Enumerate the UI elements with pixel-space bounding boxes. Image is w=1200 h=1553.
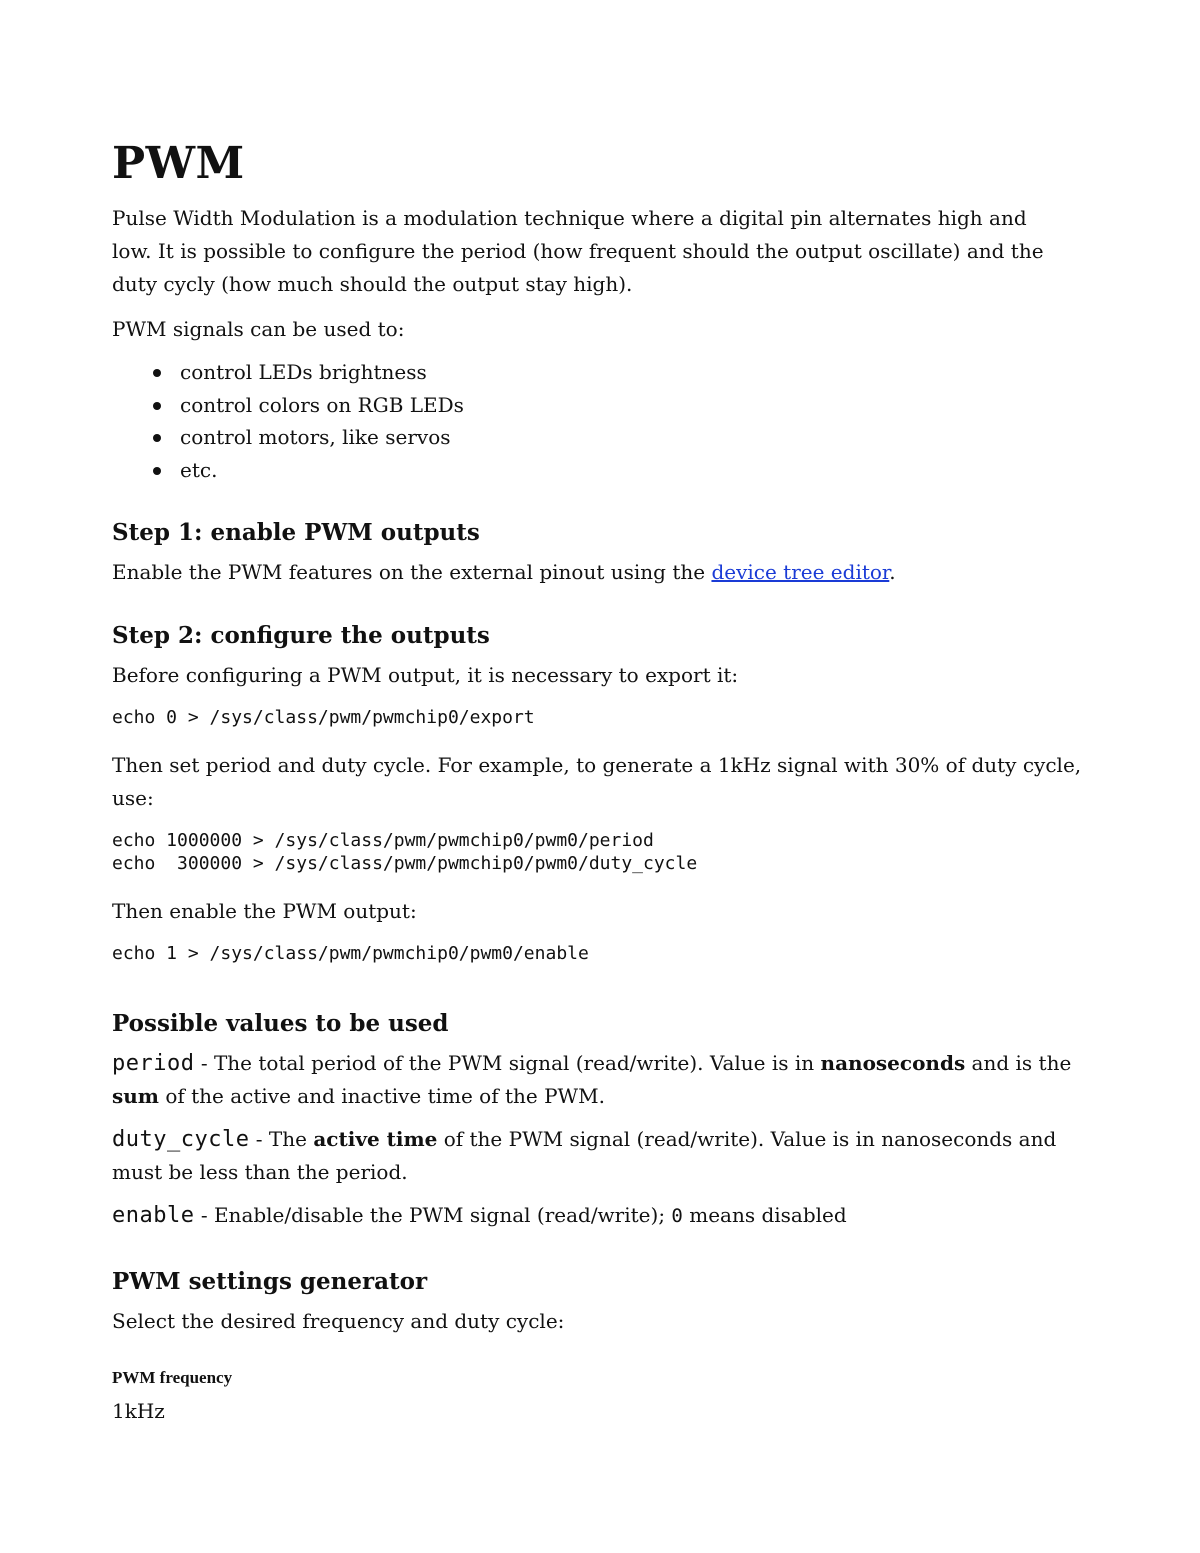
period-name: period (112, 1051, 195, 1076)
step1-text-end: . (889, 560, 896, 584)
duty-bold-1: active time (313, 1127, 438, 1151)
export-code-block: echo 0 > /sys/class/pwm/pwmchip0/export (112, 707, 535, 728)
duty-description (112, 1123, 1092, 1189)
enable-description (112, 1199, 1092, 1233)
period-text-1: - The total period of the PWM signal (read/write). Value is in (194, 1051, 821, 1075)
frequency-label: PWM frequency (112, 1368, 233, 1387)
enable-code-block: echo 1 > /sys/class/pwm/pwmchip0/pwm0/enable (112, 943, 589, 964)
enable-text-1: - Enable/disable the PWM signal (read/write); (194, 1203, 672, 1227)
period-bold-1: nanoseconds (820, 1051, 966, 1075)
enable-name: enable (112, 1203, 195, 1228)
period-description (112, 1047, 1092, 1113)
list-item: control LEDs brightness (180, 356, 1088, 389)
export-paragraph: Before configuring a PWM output, it is necessary to export it: (112, 663, 739, 687)
device-tree-editor-link[interactable]: device tree editor (711, 560, 890, 584)
duty-text-2: of the PWM signal (read/write). Value is in nanoseconds and must be less than the period. (112, 1127, 1057, 1184)
period-text-2: and is the (965, 1051, 1072, 1075)
uses-lead: PWM signals can be used to: (112, 317, 405, 341)
duty-name: duty_cycle (112, 1127, 250, 1152)
frequency-value[interactable]: 1kHz (112, 1399, 165, 1423)
step2-heading: Step 2: configure the outputs (112, 622, 490, 649)
period-text-3: of the active and inactive time of the PWM. (158, 1084, 605, 1108)
period-bold-2: sum (112, 1084, 159, 1108)
page-title: PWM (112, 138, 245, 189)
list-item: control motors, like servos (180, 421, 1088, 454)
list-item: etc. (180, 454, 1088, 487)
list-item: control colors on RGB LEDs (180, 389, 1088, 422)
generator-heading: PWM settings generator (112, 1268, 428, 1295)
enable-text-2: means disabled (682, 1203, 847, 1227)
uses-list (112, 356, 1088, 486)
step1-heading: Step 1: enable PWM outputs (112, 519, 480, 546)
enable-zero: 0 (671, 1205, 683, 1227)
intro-paragraph: Pulse Width Modulation is a modulation technique where a digital pin alternates high and low. It is possible to configure the period (how frequent should the output oscillate) and the duty cycly (how much should the output stay high). (112, 206, 1044, 296)
step1-text: Enable the PWM features on the external pinout using the (112, 560, 712, 584)
enable-paragraph: Then enable the PWM output: (112, 899, 417, 923)
values-heading: Possible values to be used (112, 1010, 449, 1037)
generator-text: Select the desired frequency and duty cycle: (112, 1309, 565, 1333)
step1-paragraph (112, 556, 1088, 589)
period-code-block: echo 1000000 > /sys/class/pwm/pwmchip0/pwm0/period echo 300000 > /sys/class/pwm/pwmchip0/pwm0/duty_cycle (112, 830, 698, 874)
period-paragraph: Then set period and duty cycle. For example, to generate a 1kHz signal with 30% of duty cycle, use: (112, 753, 1082, 810)
duty-text-1: - The (249, 1127, 314, 1151)
